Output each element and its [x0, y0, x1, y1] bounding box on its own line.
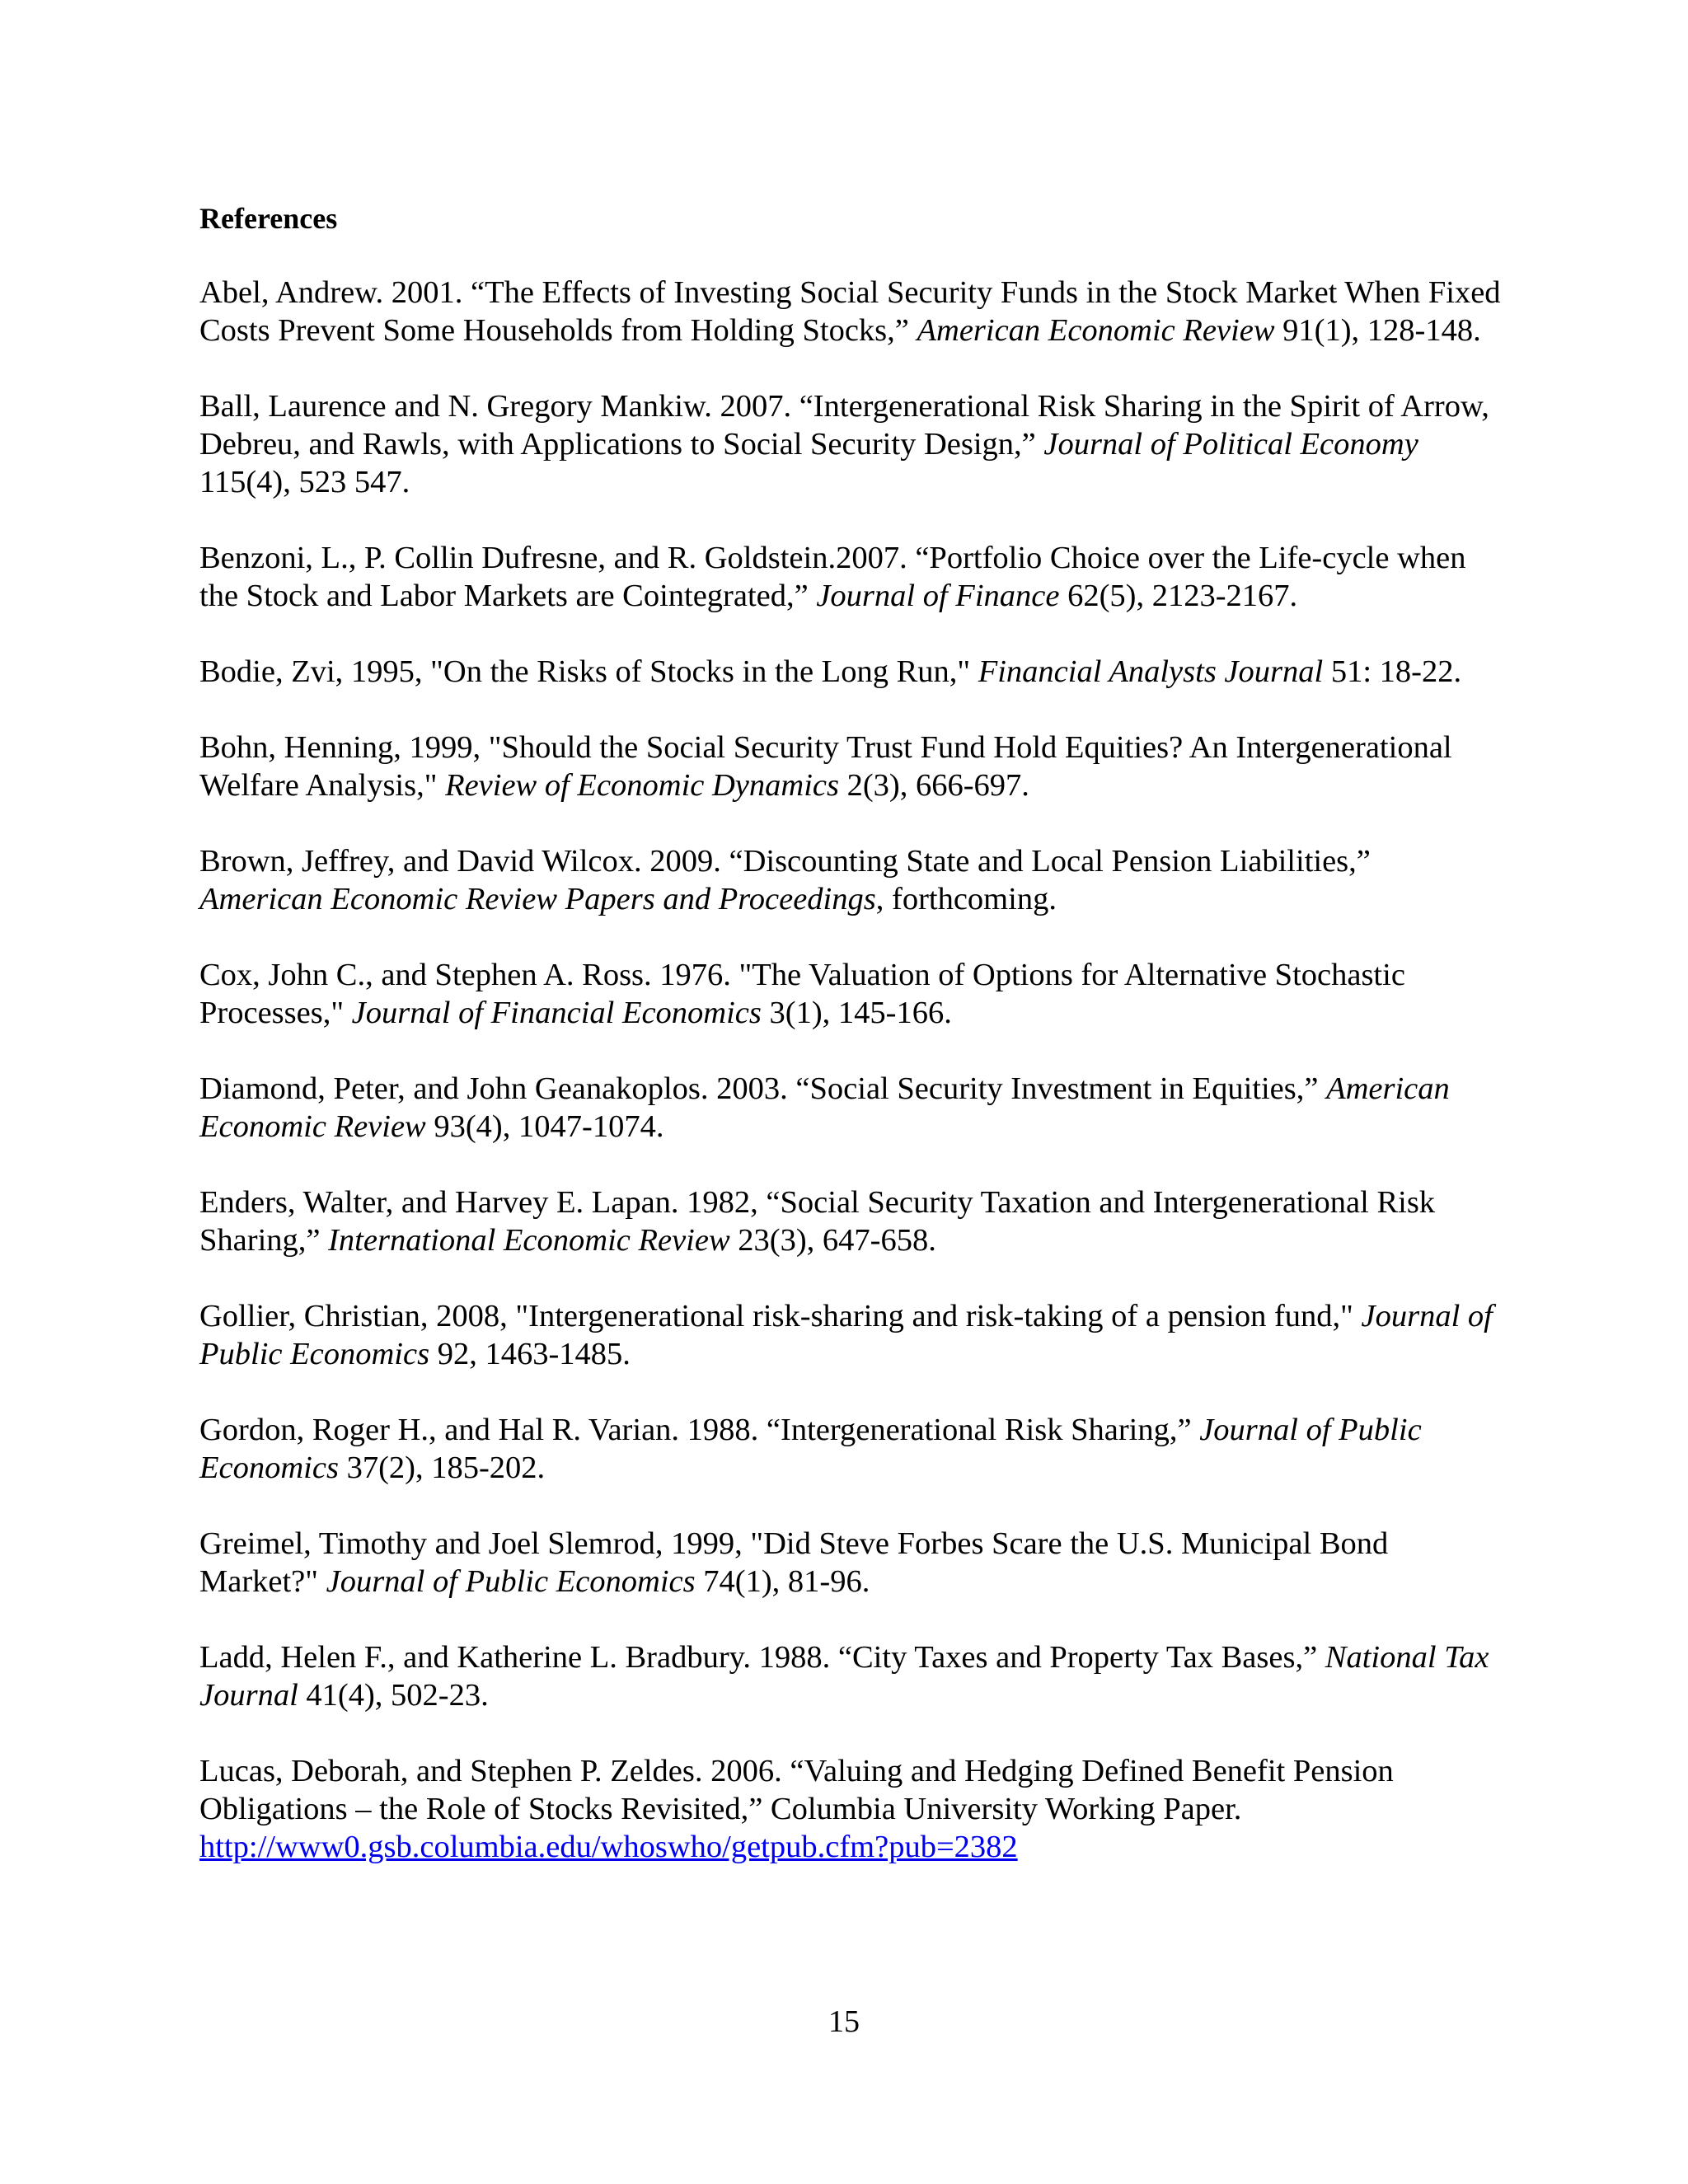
journal-title: Journal of Financial Economics [351, 996, 762, 1030]
reference-details: 51: 18-22. [1323, 654, 1462, 689]
reference-text: Greimel, Timothy and Joel Slemrod, 1999, "Did Steve Forbes Scare the U.S. Municipal Bond Market?" [199, 1526, 1389, 1599]
reference-details: 91(1), 128-148. [1274, 313, 1481, 348]
reference-text: Enders, Walter, and Harvey E. Lapan. 1982, “Social Security Taxation and Intergenerational Risk Sharing,” [199, 1185, 1436, 1258]
reference-entry-abel [199, 274, 1502, 349]
journal-title: Review of Economic Dynamics [445, 768, 839, 803]
reference-text: Lucas, Deborah, and Stephen P. Zeldes. 2006. “Valuing and Hedging Defined Benefit Pension Obligations – the Role of Stocks Revisited,” Columbia University Working Paper. [199, 1754, 1394, 1826]
journal-title: National Tax Journal [199, 1640, 1489, 1713]
page-number: 15 [828, 2004, 860, 2039]
journal-title: International Economic Review [328, 1223, 730, 1258]
reference-details: 74(1), 81-96. [695, 1564, 870, 1599]
reference-details: 115(4), 523 547. [199, 465, 410, 499]
reference-text: Diamond, Peter, and John Geanakoplos. 2003. “Social Security Investment in Equities,” [199, 1071, 1327, 1106]
journal-title: American Economic Review [917, 313, 1275, 348]
reference-text: Bohn, Henning, 1999, "Should the Social Security Trust Fund Hold Equities? An Intergenerational Welfare Analysis," [199, 730, 1452, 803]
journal-title: American Economic Review [199, 1071, 1450, 1144]
reference-details: , forthcoming. [875, 882, 1057, 916]
reference-text: Bodie, Zvi, 1995, "On the Risks of Stocks in the Long Run," [199, 654, 978, 689]
reference-entry-ladd [199, 1638, 1502, 1714]
reference-text: Gollier, Christian, 2008, "Intergenerational risk-sharing and risk-taking of a pension fund," [199, 1299, 1362, 1333]
reference-details: 62(5), 2123-2167. [1059, 579, 1298, 613]
journal-title: Journal of Public Economics [199, 1299, 1493, 1371]
reference-details: 2(3), 666-697. [838, 768, 1029, 803]
reference-text: Brown, Jeffrey, and David Wilcox. 2009. “Discounting State and Local Pension Liabilities,” [199, 844, 1371, 879]
reference-entry-gollier [199, 1297, 1502, 1373]
reference-text: Gordon, Roger H., and Hal R. Varian. 1988. “Intergenerational Risk Sharing,” [199, 1413, 1200, 1447]
reference-entry-enders [199, 1183, 1502, 1259]
reference-details: 23(3), 647-658. [729, 1223, 936, 1258]
reference-entry-gordon [199, 1411, 1502, 1487]
references-section [199, 199, 1502, 1904]
reference-entry-ball [199, 387, 1502, 501]
reference-details: 92, 1463-1485. [429, 1337, 631, 1371]
section-heading: References [199, 202, 338, 235]
reference-text: Benzoni, L., P. Collin Dufresne, and R. Goldstein.2007. “Portfolio Choice over the Life-cycle when the Stock and Labor Markets are Cointegrated,” [199, 541, 1466, 613]
reference-text: Ball, Laurence and N. Gregory Mankiw. 2007. “Intergenerational Risk Sharing in the Spirit of Arrow, Debreu, and Rawls, with Applications to Social Security Design,” [199, 389, 1489, 462]
journal-title: Journal of Political Economy [1043, 427, 1418, 462]
reference-entry-lucas [199, 1752, 1502, 1866]
reference-details: 3(1), 145-166. [761, 996, 952, 1030]
reference-details: 37(2), 185-202. [338, 1451, 546, 1485]
reference-entry-diamond [199, 1070, 1502, 1146]
reference-text: Cox, John C., and Stephen A. Ross. 1976. "The Valuation of Options for Alternative Stochastic Processes," [199, 958, 1405, 1030]
journal-title: American Economic Review Papers and Proceedings [199, 882, 876, 916]
reference-entry-bohn [199, 729, 1502, 804]
reference-details: 93(4), 1047-1074. [425, 1109, 664, 1144]
journal-title: Financial Analysts Journal [978, 654, 1324, 689]
reference-entry-cox [199, 956, 1502, 1032]
reference-text: Abel, Andrew. 2001. “The Effects of Investing Social Security Funds in the Stock Market When Fixed Costs Prevent Some Households from Holding Stocks,” [199, 275, 1501, 348]
working-paper-link[interactable]: http://www0.gsb.columbia.edu/whoswho/getpub.cfm?pub=2382 [199, 1830, 1018, 1864]
reference-entry-benzoni [199, 539, 1502, 615]
journal-title: Journal of Public Economics [326, 1564, 696, 1599]
reference-details: 41(4), 502-23. [298, 1678, 489, 1713]
journal-title: Journal of Public Economics [199, 1413, 1422, 1485]
reference-entry-greimel [199, 1525, 1502, 1601]
reference-text: Ladd, Helen F., and Katherine L. Bradbury. 1988. “City Taxes and Property Tax Bases,” [199, 1640, 1325, 1675]
reference-entry-bodie [199, 653, 1502, 691]
reference-entry-brown [199, 842, 1502, 918]
journal-title: Journal of Finance [816, 579, 1060, 613]
